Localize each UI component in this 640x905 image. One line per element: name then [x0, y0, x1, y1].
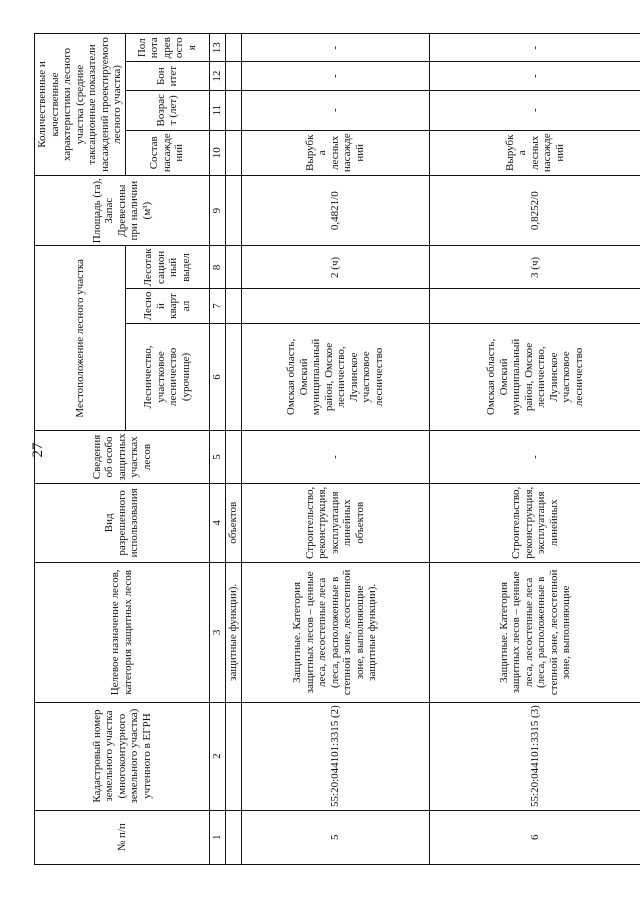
column-number: 9	[209, 175, 225, 245]
column-number: 5	[209, 431, 225, 483]
permitted-use: Строительство, реконструкция, эксплуатация линейных	[429, 483, 640, 562]
header-use: Вид разрешенного использования	[35, 483, 210, 562]
row-number: 5	[241, 810, 429, 864]
cadastral-number: 55:20:044101:3315 (3)	[429, 702, 640, 810]
header-quarter: Лесной квартал	[125, 289, 209, 323]
bonitet: -	[429, 62, 640, 90]
column-number: 11	[209, 90, 225, 130]
forest-plot-table	[34, 33, 640, 865]
forest-quarter	[241, 289, 429, 323]
rotated-table-container	[34, 0, 624, 865]
header-composition: Состав насаждений	[125, 130, 209, 175]
continuation-cell	[225, 175, 241, 245]
continuation-cell	[225, 289, 241, 323]
stand-composition: Вырубка лесных насаждений	[241, 130, 429, 175]
forestry-location: Омская область, Омский муниципальный район, Омское лесничество, Лузинское участковое лесничество	[429, 323, 640, 431]
header-area: Площадь (га), Запас Древесины при наличии (м³)	[35, 175, 210, 245]
column-number: 2	[209, 702, 225, 810]
permitted-use: Строительство, реконструкция, эксплуатация линейных объектов	[241, 483, 429, 562]
continuation-cell	[225, 62, 241, 90]
special-areas: -	[429, 431, 640, 483]
header-age: Возраст (лет)	[125, 90, 209, 130]
header-location: Местоположение лесного участка	[35, 246, 126, 431]
column-number: 10	[209, 130, 225, 175]
table-row	[429, 34, 640, 865]
forest-plot: 3 (ч)	[429, 246, 640, 289]
continuation-cell	[225, 90, 241, 130]
continuation-cell	[225, 246, 241, 289]
continuation-use: объектов	[225, 483, 241, 562]
column-number: 3	[209, 563, 225, 703]
forest-purpose: Защитные. Категория защитных лесов – ценные леса, лесостепные леса (леса, расположенные в степной зоне, лесостепной зоне, выполняющие защитные функции).	[241, 563, 429, 703]
page-number: 27	[30, 442, 46, 458]
forestry-location: Омская область, Омский муниципальный район, Омское лесничество, Лузинское участковое лесничество	[241, 323, 429, 431]
continuation-cell	[225, 323, 241, 431]
header-number: № п/п	[35, 810, 210, 864]
continuation-cell	[225, 702, 241, 810]
continuation-cell	[225, 34, 241, 62]
stand-density: -	[429, 34, 640, 62]
continuation-cell	[225, 431, 241, 483]
stand-density: -	[241, 34, 429, 62]
continuation-cell	[225, 810, 241, 864]
column-number: 8	[209, 246, 225, 289]
header-special: Сведения об особо защитных участках лесов	[35, 431, 210, 483]
cadastral-number: 55:20:044101:3315 (2)	[241, 702, 429, 810]
column-number: 6	[209, 323, 225, 431]
column-number: 4	[209, 483, 225, 562]
header-bonitet: Бонитет	[125, 62, 209, 90]
column-number: 1	[209, 810, 225, 864]
forest-purpose: Защитные. Категория защитных лесов – ценные леса, лесостепные леса (леса, расположенные в степной зоне, лесостепной зоне, выполняющие	[429, 563, 640, 703]
stand-age: -	[241, 90, 429, 130]
row-number: 6	[429, 810, 640, 864]
bonitet: -	[241, 62, 429, 90]
continuation-purpose: защитные функции).	[225, 563, 241, 703]
header-density: Полнота древостоя	[125, 34, 209, 62]
special-areas: -	[241, 431, 429, 483]
area-volume: 0,4821/0	[241, 175, 429, 245]
table-row	[241, 34, 429, 865]
forest-quarter	[429, 289, 640, 323]
continuation-cell	[225, 130, 241, 175]
header-forestry: Лесничество, участковое лесничество (урочище)	[125, 323, 209, 431]
column-number: 7	[209, 289, 225, 323]
column-number: 13	[209, 34, 225, 62]
header-quality: Количественные и качественные характеристики лесного участка (средние таксационные показатели насаждений проектируемого лесного участка)	[35, 34, 126, 176]
stand-composition: Вырубка лесных насаждений	[429, 130, 640, 175]
header-plot: Лесотаксационный выдел	[125, 246, 209, 289]
header-purpose: Целевое назначение лесов, категория защитных лесов	[35, 563, 210, 703]
column-number: 12	[209, 62, 225, 90]
header-cadastral: Кадастровый номер земельного участка (многоконтурного земельного участка) учтенного в ЕГРН	[35, 702, 210, 810]
stand-age: -	[429, 90, 640, 130]
forest-plot: 2 (ч)	[241, 246, 429, 289]
area-volume: 0,8252/0	[429, 175, 640, 245]
